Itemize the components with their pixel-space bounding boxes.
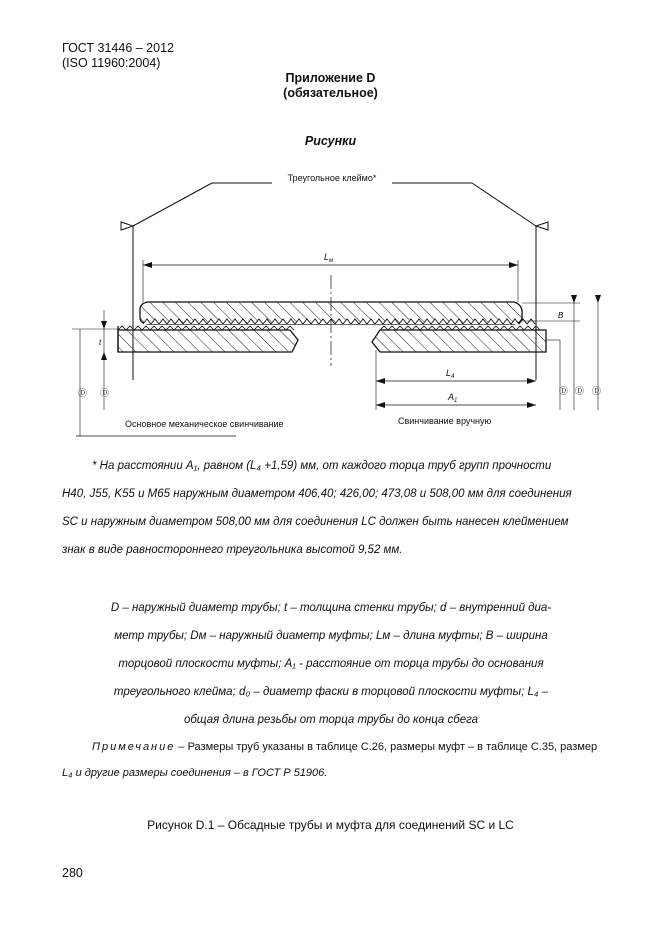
dim-lm-label: L bbox=[324, 252, 330, 262]
svg-text:A1 bbox=[447, 392, 457, 404]
standard-number: ГОСТ 31446 – 2012 bbox=[62, 41, 174, 55]
coupling-section bbox=[140, 302, 535, 324]
label-hand-makeup: Свинчивание вручную bbox=[398, 416, 492, 426]
footnote-line: знак в виде равностороннего треугольника высотой 9,52 мм. bbox=[62, 544, 403, 556]
stamp-leaders bbox=[133, 183, 536, 226]
svg-text:Ⓓ: Ⓓ bbox=[100, 388, 110, 398]
dim-l4-sub: 4 bbox=[451, 374, 455, 380]
svg-text:Ⓓ: Ⓓ bbox=[592, 386, 602, 396]
stamp-label: Треугольное клеймо* bbox=[287, 173, 377, 183]
footnote-line: SC и наружным диаметром 508,00 мм для соединения LC должен быть нанесен клеймением bbox=[62, 516, 569, 528]
dim-a1-label: A bbox=[448, 392, 455, 402]
note-text-2: L₄ и другие размеры соединения – в ГОСТ Р 51906. bbox=[62, 767, 328, 779]
footnote-line: * На расстоянии A₁, равном (L₄ +1,59) мм, от каждого торца труб групп прочности bbox=[92, 460, 552, 472]
stamp-triangle-right-icon bbox=[536, 222, 548, 230]
definition-line: D – наружный диаметр трубы; t – толщина стенки трубы; d – внутренний диа- bbox=[110, 602, 552, 614]
definition-line: треугольного клейма; d₀ – диаметр фаски в торцовой плоскости муфты; L₄ – bbox=[113, 686, 549, 698]
iso-reference: (ISO 11960:2004) bbox=[62, 56, 161, 70]
definition-line: торцовой плоскости муфты; A₁ - расстояние от торца трубы до основания bbox=[118, 658, 544, 670]
dim-a1-sub: 1 bbox=[454, 398, 458, 404]
footnote-paragraph bbox=[62, 452, 618, 564]
definition-line: метр трубы; Dм – наружный диаметр муфты; Lм – длина муфты; B – ширина bbox=[114, 630, 548, 642]
dim-t-label: t bbox=[99, 338, 102, 347]
svg-text:Lм bbox=[324, 252, 333, 264]
pipe-coupling-drawing bbox=[0, 0, 661, 450]
dim-b-label: B bbox=[558, 311, 564, 320]
dim-l4-label: L bbox=[446, 368, 452, 378]
svg-text:Ⓓ: Ⓓ bbox=[78, 388, 88, 398]
definition-line: общая длина резьбы от торца трубы до конца сбега bbox=[183, 714, 479, 726]
svg-text:L4 bbox=[446, 368, 455, 380]
pipe-right-section bbox=[372, 330, 546, 352]
pipe-left-section bbox=[118, 330, 298, 352]
appendix-subtitle: (обязательное) bbox=[283, 86, 378, 100]
dim-lm-sub: м bbox=[329, 258, 334, 264]
stamp-triangle-left-icon bbox=[121, 222, 133, 230]
section-title: Рисунки bbox=[304, 134, 357, 148]
figure-caption: Рисунок D.1 – Обсадные трубы и муфта для соединений SC и LC bbox=[147, 818, 514, 832]
svg-text:Ⓓ: Ⓓ bbox=[575, 386, 585, 396]
definitions-block bbox=[88, 594, 574, 734]
appendix-label: Приложение D bbox=[285, 71, 376, 85]
label-machine-makeup: Основное механическое свинчивание bbox=[125, 419, 284, 429]
note-label: Примечание bbox=[92, 741, 176, 753]
footnote-line: H40, J55, K55 и M65 наружным диаметром 406,40; 426,00; 473,08 и 508,00 мм для соединения bbox=[62, 488, 572, 500]
page-number: 280 bbox=[62, 866, 83, 880]
note-block bbox=[62, 734, 618, 786]
note-text-1: – Размеры труб указаны в таблице С.26, размеры муфт – в таблице С.35, размер bbox=[175, 741, 598, 753]
svg-text:Ⓓ: Ⓓ bbox=[559, 386, 569, 396]
